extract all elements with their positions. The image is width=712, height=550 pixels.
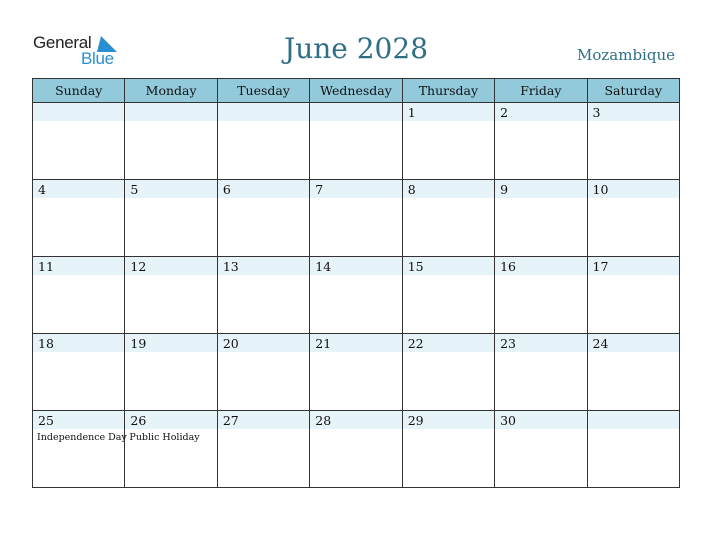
day-number: 19 (130, 336, 147, 351)
day-cell (310, 334, 402, 411)
day-number: 11 (38, 259, 54, 274)
day-number-band (588, 103, 679, 121)
day-cell (33, 180, 125, 257)
day-number: 24 (592, 336, 609, 351)
day-number: 10 (592, 182, 609, 197)
day-number: 21 (315, 336, 332, 351)
day-cell (495, 257, 587, 334)
day-number-band (218, 103, 309, 121)
day-cell (402, 411, 494, 488)
country-name: Mozambique (577, 46, 675, 64)
day-cell (33, 411, 125, 488)
day-number: 20 (222, 336, 239, 351)
day-cell (587, 257, 679, 334)
day-number-band (588, 411, 679, 429)
day-cell (125, 257, 217, 334)
day-cell (33, 103, 125, 180)
logo-text-general: General (33, 33, 92, 52)
day-number: 13 (222, 259, 239, 274)
week-row (33, 103, 680, 180)
day-number-band (310, 103, 401, 121)
day-number: 18 (38, 336, 54, 351)
day-cell (495, 411, 587, 488)
day-number-band (403, 103, 494, 121)
weekday-header-row (33, 79, 680, 103)
week-row (33, 334, 680, 411)
weekday-header: Sunday (33, 79, 125, 103)
day-cell (217, 103, 309, 180)
month-title: June 2028 (283, 32, 429, 65)
day-number: 28 (315, 413, 332, 428)
day-cell (125, 103, 217, 180)
day-cell (310, 257, 402, 334)
day-number-band (218, 180, 309, 198)
day-number: 29 (407, 413, 424, 428)
day-number: 12 (130, 259, 147, 274)
day-number-band (33, 180, 124, 198)
day-number-band (403, 180, 494, 198)
day-cell (495, 103, 587, 180)
day-cell (217, 411, 309, 488)
day-number: 6 (222, 182, 231, 197)
day-cell (125, 334, 217, 411)
day-cell (587, 334, 679, 411)
day-number: 26 (130, 413, 147, 428)
day-cell (310, 103, 402, 180)
day-cell (217, 180, 309, 257)
day-number-band (125, 103, 216, 121)
day-cell (217, 257, 309, 334)
day-cell (587, 103, 679, 180)
day-number: 9 (500, 182, 509, 197)
day-cell (402, 103, 494, 180)
day-number: 23 (500, 336, 517, 351)
day-cell (495, 180, 587, 257)
day-number-band (125, 180, 216, 198)
day-cell (402, 257, 494, 334)
weekday-header: Monday (125, 79, 217, 103)
holiday-label: Public Holiday (129, 432, 200, 443)
day-number: 8 (407, 182, 416, 197)
weekday-header: Friday (495, 79, 587, 103)
day-number: 4 (38, 182, 46, 197)
day-number-band (310, 180, 401, 198)
calendar-grid (32, 78, 680, 488)
day-number: 14 (315, 259, 332, 274)
weekday-header: Wednesday (310, 79, 402, 103)
day-number: 30 (500, 413, 517, 428)
day-number: 25 (38, 413, 54, 428)
day-cell (33, 334, 125, 411)
day-number: 27 (222, 413, 239, 428)
day-cell (402, 334, 494, 411)
day-number: 16 (500, 259, 517, 274)
weekday-header: Thursday (402, 79, 494, 103)
day-number-band (495, 180, 586, 198)
day-number: 3 (592, 105, 601, 120)
weekday-header: Tuesday (217, 79, 309, 103)
day-cell (310, 411, 402, 488)
day-number: 1 (407, 105, 416, 120)
day-number: 22 (407, 336, 424, 351)
day-number: 2 (500, 105, 509, 120)
day-cell (402, 180, 494, 257)
week-row (33, 411, 680, 488)
day-cell (310, 180, 402, 257)
day-number: 7 (315, 182, 324, 197)
day-number-band (33, 103, 124, 121)
day-cell (33, 257, 125, 334)
logo-text-blue: Blue (81, 49, 114, 68)
day-number-band (495, 103, 586, 121)
day-cell (217, 334, 309, 411)
day-cell (587, 411, 679, 488)
week-row (33, 180, 680, 257)
weekday-header: Saturday (587, 79, 679, 103)
day-cell (125, 411, 217, 488)
day-cell (587, 180, 679, 257)
day-number: 5 (130, 182, 139, 197)
day-cell (495, 334, 587, 411)
day-number: 15 (407, 259, 424, 274)
day-cell (125, 180, 217, 257)
week-row (33, 257, 680, 334)
day-number: 17 (592, 259, 609, 274)
holiday-label: Independence Day (37, 432, 127, 443)
